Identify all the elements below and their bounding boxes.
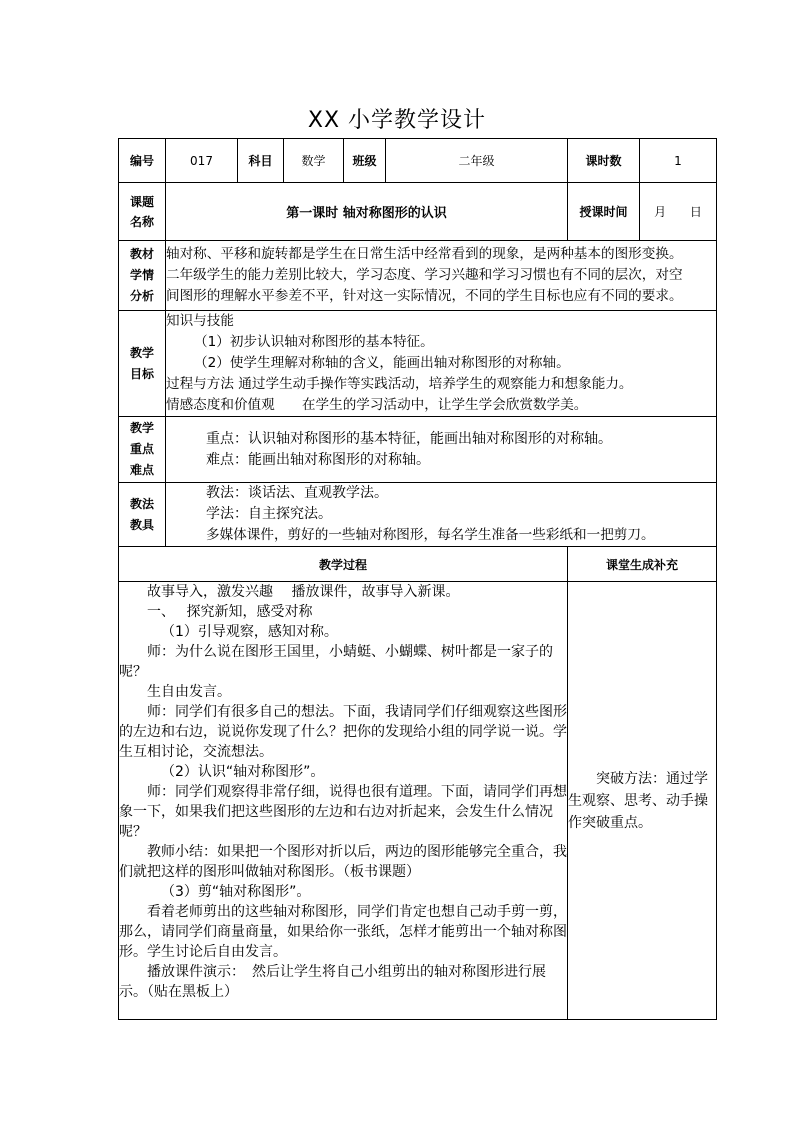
hours-label: 课时数 (568, 139, 640, 183)
process-header: 教学过程 (119, 547, 568, 582)
process-row (119, 582, 717, 1020)
methods-text: 教法：谈话法、直观教学法。 学法：自主探究法。 多媒体课件，剪好的一些轴对称图形，每名学生准备一些彩纸和一把剪刀。 (166, 483, 717, 547)
process-paragraph: 生自由发言。 (147, 684, 231, 700)
topic-row (119, 183, 717, 241)
topic-value: 第一课时 轴对称图形的认识 (166, 183, 568, 241)
goals-text: 知识与技能 （1）初步认识轴对称图形的基本特征。 （2）使学生理解对称轴的含义，能画出轴对称图形的对称轴。 过程与方法 通过学生动手操作等实践活动，培养学生的观察能力和想象能力。 情感态度和价值观 在学生的学习活动中，让学生学会欣赏数学美。 (166, 311, 717, 417)
lesson-time-label: 授课时间 (568, 183, 640, 241)
keypoints-label: 教学 重点 难点 (119, 417, 166, 483)
document-title: XX 小学教学设计 (307, 108, 487, 133)
process-paragraph: 师：同学们有很多自己的想法。下面，我请同学们仔细观察这些图形的左边和右边，说说你发现了什么？把你的发现给小组的同学说一说。学生互相讨论，交流想法。 (119, 704, 567, 760)
analysis-label: 教材 学情 分析 (119, 241, 166, 311)
lesson-plan-table (118, 138, 717, 1020)
supplement-text (568, 582, 717, 1020)
keypoints-row (119, 417, 717, 483)
supplement-header: 课堂生成补充 (568, 547, 717, 582)
keypoints-text: 重点：认识轴对称图形的基本特征，能画出轴对称图形的对称轴。 难点：能画出轴对称图形的对称轴。 (166, 417, 717, 483)
goals-row (119, 311, 717, 417)
process-paragraph: （2）认识“轴对称图形”。 (161, 764, 325, 780)
supplement-paragraph: 突破方法：通过学生观察、思考、动手操作突破重点。 (568, 770, 708, 831)
lesson-time-value: 月 日 (640, 183, 717, 241)
methods-row (119, 483, 717, 547)
process-paragraph: 播放课件演示： 然后让学生将自己小组剪出的轴对称图形进行展示。（贴在黑板上） (119, 964, 546, 1000)
analysis-row (119, 241, 717, 311)
number-label: 编号 (119, 139, 166, 183)
hours-value: 1 (640, 139, 717, 183)
process-paragraph: 教师小结：如果把一个图形对折以后，两边的图形能够完全重合，我们就把这样的图形叫做轴对称图形。（板书课题） (119, 844, 567, 880)
process-text (119, 582, 568, 1020)
process-paragraph: 师：为什么说在图形王国里，小蜻蜓、小蝴蝶、树叶都是一家子的呢？ (119, 644, 553, 680)
grade-label: 班级 (344, 139, 386, 183)
topic-label: 课题 名称 (119, 183, 166, 241)
process-paragraph: （3）剪“轴对称图形”。 (161, 884, 311, 900)
grade-value: 二年级 (386, 139, 568, 183)
info-row (119, 139, 717, 183)
process-paragraph: 故事导入，激发兴趣 播放课件，故事导入新课。 (147, 584, 460, 600)
process-paragraph: （1）引导观察，感知对称。 (161, 624, 338, 640)
process-paragraph: 师：同学们观察得非常仔细，说得也很有道理。下面，请同学们再想象一下，如果我们把这些图形的左边和右边对折起来，会发生什么情况呢？ (119, 784, 567, 840)
process-paragraph: 看着老师剪出的这些轴对称图形，同学们肯定也想自己动手剪一剪，那么，请同学们商量商量，如果给你一张纸，怎样才能剪出一个轴对称图形。学生讨论后自由发言。 (119, 904, 567, 960)
subject-label: 科目 (238, 139, 284, 183)
goals-label: 教学 目标 (119, 311, 166, 417)
subject-value: 数学 (284, 139, 344, 183)
number-value: 017 (166, 139, 238, 183)
process-header-row (119, 547, 717, 582)
process-paragraph: 一、 探究新知，感受对称 (147, 604, 313, 620)
methods-label: 教法 教具 (119, 483, 166, 547)
analysis-text: 轴对称、平移和旋转都是学生在日常生活中经常看到的现象，是两种基本的图形变换。 二年级学生的能力差别比较大，学习态度、学习兴趣和学习习惯也有不同的层次，对空 间图形的理解水平参差不平，针对这一实际情况，不同的学生目标也应有不同的要求。 (166, 241, 717, 311)
